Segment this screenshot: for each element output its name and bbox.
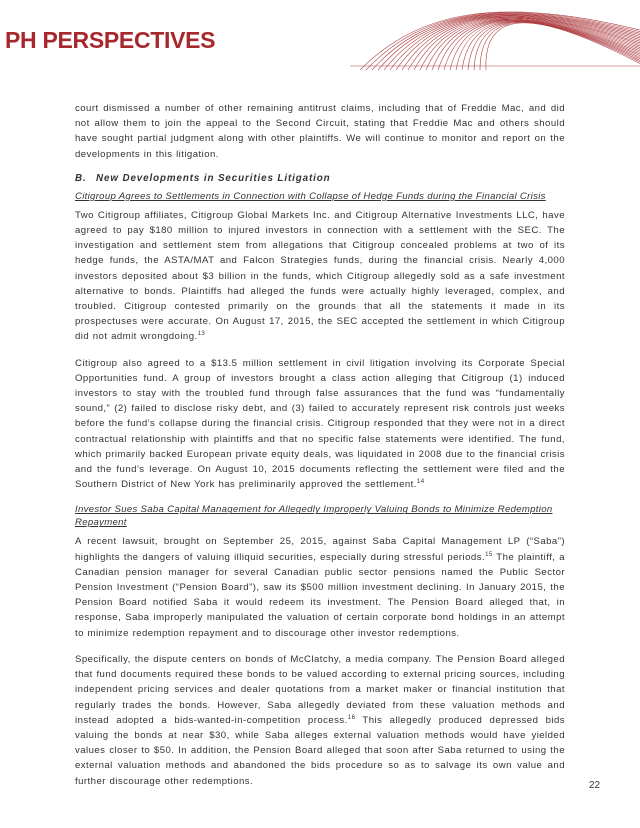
saba-paragraph-1b: The plaintiff, a Canadian pension manager for several Canadian public sector pensions named the Public Sector Pension Investment (“Pension Board”), saw its $500 million investment declining. In January 2015, the Pension Board notified Saba it would redeem its investment. The Pension Board alleged that, in response, Saba improperly manipulated the valuation of certain corporate bond holdings in an attempt to minimize redemption repayment and to discourage other investor redemptions. bbox=[75, 551, 565, 639]
header-wave-line bbox=[420, 18, 640, 70]
main-content bbox=[75, 101, 565, 800]
saba-paragraph-1a: A recent lawsuit, brought on September 25, 2015, against Saba Capital Management LP (“Saba”) highlights the dangers of valuing illiquid securities, especially during stressful periods. bbox=[75, 536, 565, 563]
citigroup-paragraph-1-text: Two Citigroup affiliates, Citigroup Global Markets Inc. and Citigroup Alternative Investments LLC, have agreed to pay $180 million to injured investors in connection with a settlement with the SEC. The investigation and settlement stem from allegations that Citigroup concealed problems at two of its hedge funds, the ASTA/MAT and Falcon Strategies funds, during the financial crisis. Nearly 4,000 investors deposited about $3 billion in the funds, which Citigroup allegedly sold as a safe investment alternative to bonds. Plaintiffs had alleged the funds were actually highly leveraged, complex, and troubled. Citigroup contested primarily on the grounds that all the statements it made in its prospectuses were accurate. On August 17, 2015, the SEC accepted the settlement in which Citigroup did not admit wrongdoing. bbox=[75, 209, 565, 343]
saba-paragraph-2b: This allegedly produced depressed bids valuing the bonds at near $30, while Saba alleges external valuation methods would have yielded values closer to $50. In addition, the Pension Board alleged that soon after Saba returned to using the external valuation methods and abandoned the bids procedure so as to salvage its own value and further discourage other redemptions. bbox=[75, 714, 565, 787]
citigroup-paragraph-2 bbox=[75, 356, 565, 493]
header-wave-line bbox=[480, 23, 640, 71]
section-letter: B. bbox=[75, 172, 87, 184]
section-heading bbox=[75, 173, 565, 184]
header-wave-line bbox=[426, 18, 640, 70]
saba-heading: Investor Sues Saba Capital Management for Allegedly Improperly Valuing Bonds to Minimize Redemption Repayment bbox=[75, 504, 553, 529]
footnote-ref-15: 15 bbox=[485, 551, 493, 558]
saba-paragraph-2a: Specifically, the dispute centers on bonds of McClatchy, a media company. The Pension Board alleged that fund documents required these bonds to be valued according to external pricing sources, including independent pricing services and dealer quotations from a market maker or financial institution that regularly trades the bonds. However, Saba allegedly deviated from these valuation methods and instead adopted a bids-wanted-in-competition process. bbox=[75, 653, 565, 726]
header-wave-line bbox=[474, 22, 640, 70]
brand-logo: PH PERSPECTIVES bbox=[5, 27, 216, 53]
intro-paragraph: court dismissed a number of other remaining antitrust claims, including that of Freddie Mac, and did not allow them to join the appeal to the Second Circuit, stating that Freddie Mac and others should have sought partial judgment along with other plaintiffs. We will continue to monitor and report on the developments in this litigation. bbox=[75, 103, 565, 160]
footnote-ref-13: 13 bbox=[197, 331, 206, 338]
footnote-ref-16: 16 bbox=[347, 714, 356, 721]
saba-paragraph-1 bbox=[75, 534, 565, 640]
saba-paragraph-2 bbox=[75, 652, 565, 789]
section-title: New Developments in Securities Litigation bbox=[96, 172, 331, 184]
citigroup-paragraph-2-text: Citigroup also agreed to a $13.5 million settlement in civil litigation involving its Corporate Special Opportunities fund. A group of investors brought a class action alleging that Citigroup (1) induced investors to stay with the troubled fund through false assurances that the fund was “fundamentally sound,” (2) failed to disclose risky debt, and (3) failed to accurately represent risk controls just weeks before the fund’s collapse during the financial crisis. Citigroup responded that they were not in a direct contractual relationship with plaintiffs and that no specific false statements were identified. The fund, which primarily backed European private equity deals, was liquidated in 2008 due to the financial crisis and the fund’s leverage. On August 10, 2015 documents reflecting the settlement were filed and the Southern District of New York has preliminarily approved the settlement. bbox=[75, 357, 565, 491]
citigroup-heading: Citigroup Agrees to Settlements in Connection with Collapse of Hedge Funds during the Financial Crisis bbox=[75, 190, 546, 202]
footnote-ref-14: 14 bbox=[416, 479, 425, 486]
page-number: 22 bbox=[589, 780, 601, 791]
citigroup-paragraph-1 bbox=[75, 208, 565, 345]
header-decorative-curves bbox=[350, 0, 640, 70]
